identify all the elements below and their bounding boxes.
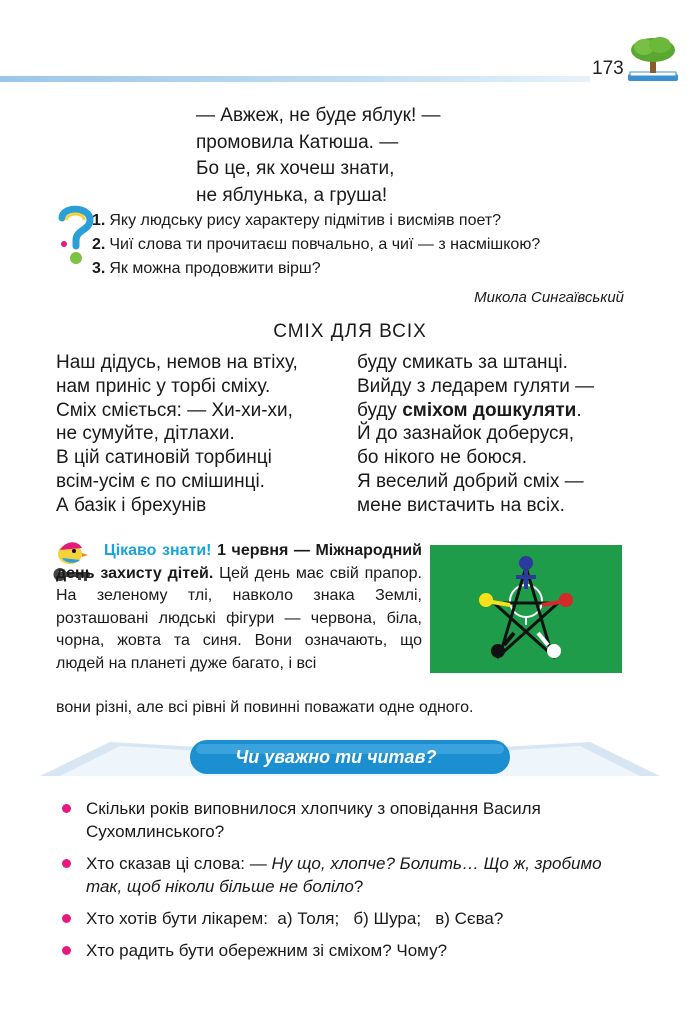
question-text: Яку людську рису характеру підмітив і висміяв поет? <box>109 212 502 229</box>
bullet-icon <box>62 859 71 868</box>
review-questions <box>62 797 632 971</box>
poem-bold-text: сміхом дошкуляти <box>402 399 577 421</box>
question-number: 2. <box>92 236 106 253</box>
list-item-text: Хто сказав ці слова: — <box>86 854 272 873</box>
banner-title: Чи уважно ти читав? <box>235 747 437 767</box>
poem-line: не сумуйте, дітлахи. <box>56 423 235 445</box>
poem-line: мене вистачить на всіх. <box>357 494 565 516</box>
tree-book-icon <box>626 34 680 84</box>
list-item <box>62 797 632 843</box>
poem-title: СМІХ ДЛЯ ВСІХ <box>273 321 427 342</box>
poem-line: Й до зазнайок доберуся, <box>357 423 575 445</box>
poem-text: . <box>576 399 582 421</box>
fact-text <box>56 540 422 676</box>
poem-line: Я веселий добрий сміх — <box>357 470 584 492</box>
question-text: Чиї слова ти прочитаєш повчально, а чиї — з насмішкою? <box>109 236 541 253</box>
fact-date: 1 червня — <box>217 542 310 559</box>
poem-line: нам приніс у торбі сміху. <box>56 375 271 397</box>
page-number: 173 <box>592 58 624 79</box>
poem-ending <box>196 103 441 209</box>
question-number: 1. <box>92 212 106 229</box>
questions-list <box>92 209 540 281</box>
poem-line: Наш дідусь, немов на втіху, <box>56 352 298 373</box>
bullet-icon <box>62 946 71 955</box>
poem-line: А базік і брехунів <box>56 494 207 516</box>
question-item <box>92 233 540 257</box>
question-item <box>92 209 540 233</box>
question-text: Як можна продовжити вірш? <box>109 260 321 277</box>
poem-column-right <box>357 351 594 518</box>
poem-line: Сміх сміється: — Хи-хи-хи, <box>56 399 293 421</box>
poem-line: промовила Катюша. — <box>196 131 399 153</box>
poem-line: Бо це, як хочеш знати, <box>196 158 395 179</box>
poem-line: — Авжеж, не буде яблук! — <box>196 105 441 126</box>
poem-line: В цій сатиновій торбинці <box>56 447 272 469</box>
question-mark-icon <box>54 204 96 270</box>
bullet-icon <box>62 804 71 813</box>
header-rule <box>0 76 590 82</box>
list-item <box>62 852 632 898</box>
question-item <box>92 257 540 281</box>
poem-line: буду смикать за штанці. <box>357 352 568 373</box>
children-day-flag <box>430 545 622 673</box>
bullet-icon <box>62 914 71 923</box>
fact-last-line: вони різні, але всі рівні й повинні поважати одне одного. <box>56 699 474 716</box>
list-item-quote: Ну що, хлопче? Болить… Що ж, зробимо так, щоб ніколи більше не боліло <box>86 854 602 896</box>
poem-line <box>357 399 594 423</box>
poem-line: Вийду з ледарем гуляти — <box>357 375 595 397</box>
fact-day: Міжнародний день захисту дітей. <box>56 542 422 582</box>
list-item-text: Хто радить бути обережним зі сміхом? Чому? <box>86 941 448 960</box>
poem-text: буду <box>357 399 403 421</box>
list-item <box>62 907 632 930</box>
question-number: 3. <box>92 260 106 277</box>
list-item-text: Скільки років виповнилося хлопчику з оповідання Василя Сухомлинського? <box>86 799 541 841</box>
poem-line: не яблунька, а груша! <box>196 184 388 206</box>
fact-heading: Цікаво знати! <box>104 542 212 559</box>
list-item-text: ? <box>353 877 364 896</box>
poem-author: Микола Сингаївський <box>474 289 624 306</box>
poem-line: всім-усім є по смішинці. <box>56 470 265 492</box>
list-item <box>62 939 632 962</box>
fact-body: Цей день має свій прапор. На зеленому тлі, навколо знака Землі, розташовані людські фігури — червона, біла, чорна, жовта та синя. Вони означають, що людей на планеті дуже багато, і всі <box>56 564 423 672</box>
poem-column-left <box>56 351 298 518</box>
list-item-text: Хто хотів бути лікарем: а) Толя; б) Шура; в) Сєва? <box>86 909 504 928</box>
poem-line: бо нікого не боюся. <box>357 447 527 469</box>
